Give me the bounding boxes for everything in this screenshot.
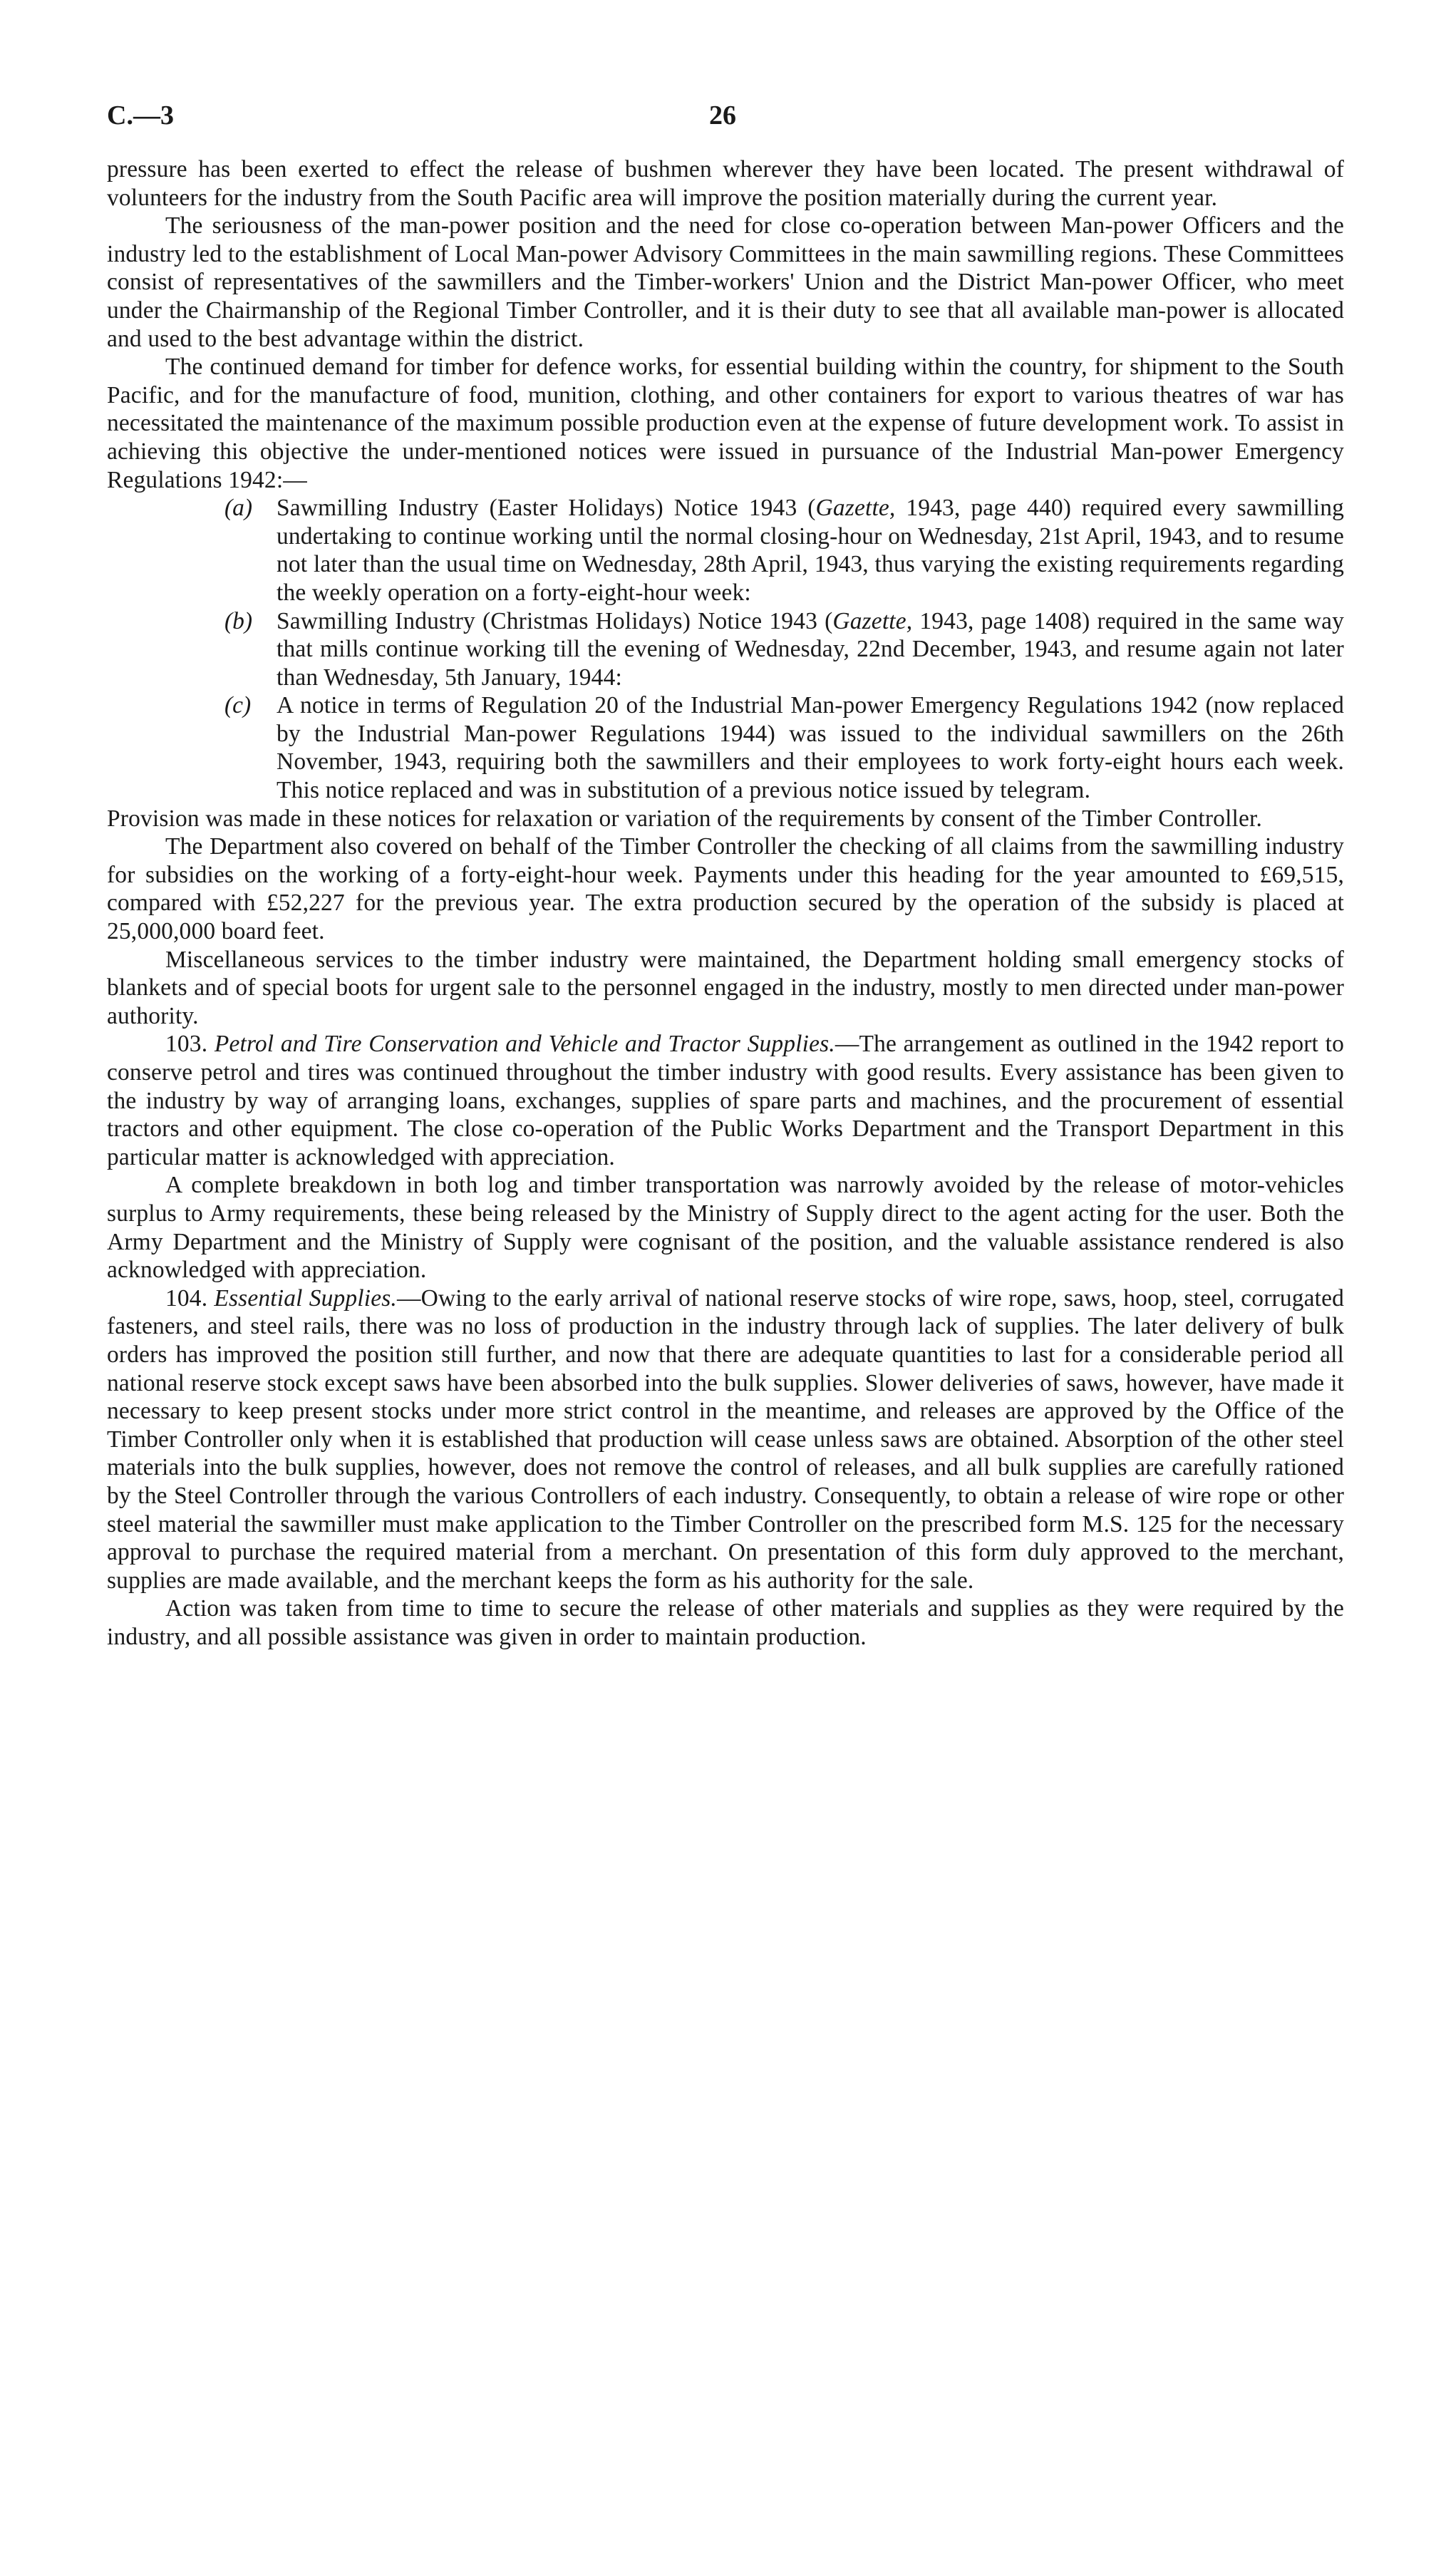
section-text: —Owing to the early arrival of national reserve stocks of wire rope, saws, hoop, steel, corrugated fasteners, and steel rails, there was no loss of production in the industry through lack of supplies. The later delivery of bulk orders has improved the position still further, and now that there are adequate quantities to last for a considerable period all national reserve stock except saws have been absorbed into the bulk supplies. Slower deliveries of saws, however, have made it necessary to keep present stocks under more strict control in the meantime, and releases are approved by the Office of the Timber Controller only when it is established that production will cease unless saws are obtained. Absorption of the other steel materials into the bulk supplies, however, does not remove the control of releases, and all bulk supplies are carefully rationed by the Steel Controller through the various Controllers of each industry. Consequently, to obtain a release of wire rope or other steel material the sawmiller must make application to the Timber Controller on the prescribed form M.S. 125 for the necessary approval to purchase the required material from a merchant. On presentation of this form duly approved to the merchant, supplies are made available, and the merchant keeps the form as his authority for the sale. [107,1284,1345,1594]
list-item-label: (c) [224,692,252,719]
paragraph-provision: Provision was made in these notices for relaxation or variation of the requirements by consent of the Timber Controller. [107,805,1262,832]
document-code: C.—3 [107,101,174,130]
list-item-label: (b) [224,607,253,634]
paragraph-manpower: The seriousness of the man-power position and the need for close co-operation between Man-power Officers and the industry led to the establishment of Local Man-power Advisory Committees in the main sawmilling regions. These Committees consist of representatives of the sawmillers and the Timber-workers' Union and the District Man-power Officer, who meet under the Chairmanship of the Regional Timber Controller, and it is their duty to see that all available man-power is allocated and used to the best advantage within the district. [107,212,1344,352]
list-item [224,691,1344,804]
section-text: —The arrangement as outlined in the 1942 report to conserve petrol and tires was continued throughout the timber industry with good results. Every assistance has been given to the industry by way of arranging loans, exchanges, supplies of spare parts and machines, and the procurement of essential tractors and other equipment. The close co-operation of the Public Works Department and the Transport Department in this particular matter is acknowledged with appreciation. [107,1031,1344,1170]
list-item-label: (a) [224,495,253,522]
section-heading: Essential Supplies. [214,1284,397,1312]
section-104 [107,1284,1344,1595]
section-number: 103. [165,1031,215,1058]
list-item-text: Sawmilling Industry (Easter Holidays) Notice 1943 (Gazette, 1943, page 440) required every sawmilling undertaking to continue working until the normal closing-hour on Wednesday, 21st April, 1943, and to resume not later than the usual time on Wednesday, 28th April, 1943, thus varying the existing requirements regarding the weekly operation on a forty-eight-hour week: [277,495,1344,606]
paragraph-continuation: pressure has been exerted to effect the release of bushmen wherever they have been located. The present withdrawal of volunteers for the industry from the South Pacific area will improve the position materially during the current year. [107,156,1344,211]
page-header [107,100,1344,143]
list-item [224,607,1344,692]
page-number: 26 [709,101,736,130]
paragraph-subsidies: The Department also covered on behalf of the Timber Controller the checking of all claims from the sawmilling industry for subsidies on the working of a forty-eight-hour week. Payments under this heading for the year amounted to £69,515, compared with £52,227 for the previous year. The extra production secured by the operation of the subsidy is placed at 25,000,000 board feet. [107,833,1344,945]
list-item-text: Sawmilling Industry (Christmas Holidays) Notice 1943 (Gazette, 1943, page 1408) required in the same way that mills continue working till the evening of Wednesday, 22nd December, 1943, and resume again not later than Wednesday, 5th January, 1944: [277,607,1344,691]
section-heading: Petrol and Tire Conservation and Vehicle and Tractor Supplies. [214,1031,835,1058]
paragraph-action: Action was taken from time to time to secure the release of other materials and supplies as they were required by the industry, and all possible assistance was given in order to maintain production. [107,1595,1344,1650]
paragraph-timber-demand: The continued demand for timber for defence works, for essential building within the country, for shipment to the South Pacific, and for the manufacture of food, munition, clothing, and other containers for export to various theatres of war has necessitated the maintenance of the maximum possible production even at the expense of future development work. To assist in achieving this objective the under-mentioned notices were issued in pursuance of the Industrial Man-power Emergency Regulations 1942:— [107,354,1344,493]
document-page [107,100,1344,1651]
section-number: 104. [165,1284,215,1312]
section-103 [107,1030,1344,1171]
list-item [224,494,1344,607]
list-item-text: A notice in terms of Regulation 20 of the Industrial Man-power Emergency Regulations 1942 (now replaced by the Industrial Man-power Regulations 1944) was issued to the individual sawmillers on the 26th November, 1943, requiring both the sawmillers and their employees to work forty-eight hours each week. This notice replaced and was in substitution of a previous notice issued by telegram. [277,692,1344,804]
paragraph-miscellaneous: Miscellaneous services to the timber industry were maintained, the Department holding small emergency stocks of blankets and of special boots for urgent sale to the personnel engaged in the industry, mostly to men directed under man-power authority. [107,946,1344,1029]
paragraph-transportation: A complete breakdown in both log and timber transportation was narrowly avoided by the release of motor-vehicles surplus to Army requirements, these being released by the Ministry of Supply direct to the agent acting for the user. Both the Army Department and the Ministry of Supply were cognisant of the position, and the valuable assistance rendered is also acknowledged with appreciation. [107,1172,1344,1284]
